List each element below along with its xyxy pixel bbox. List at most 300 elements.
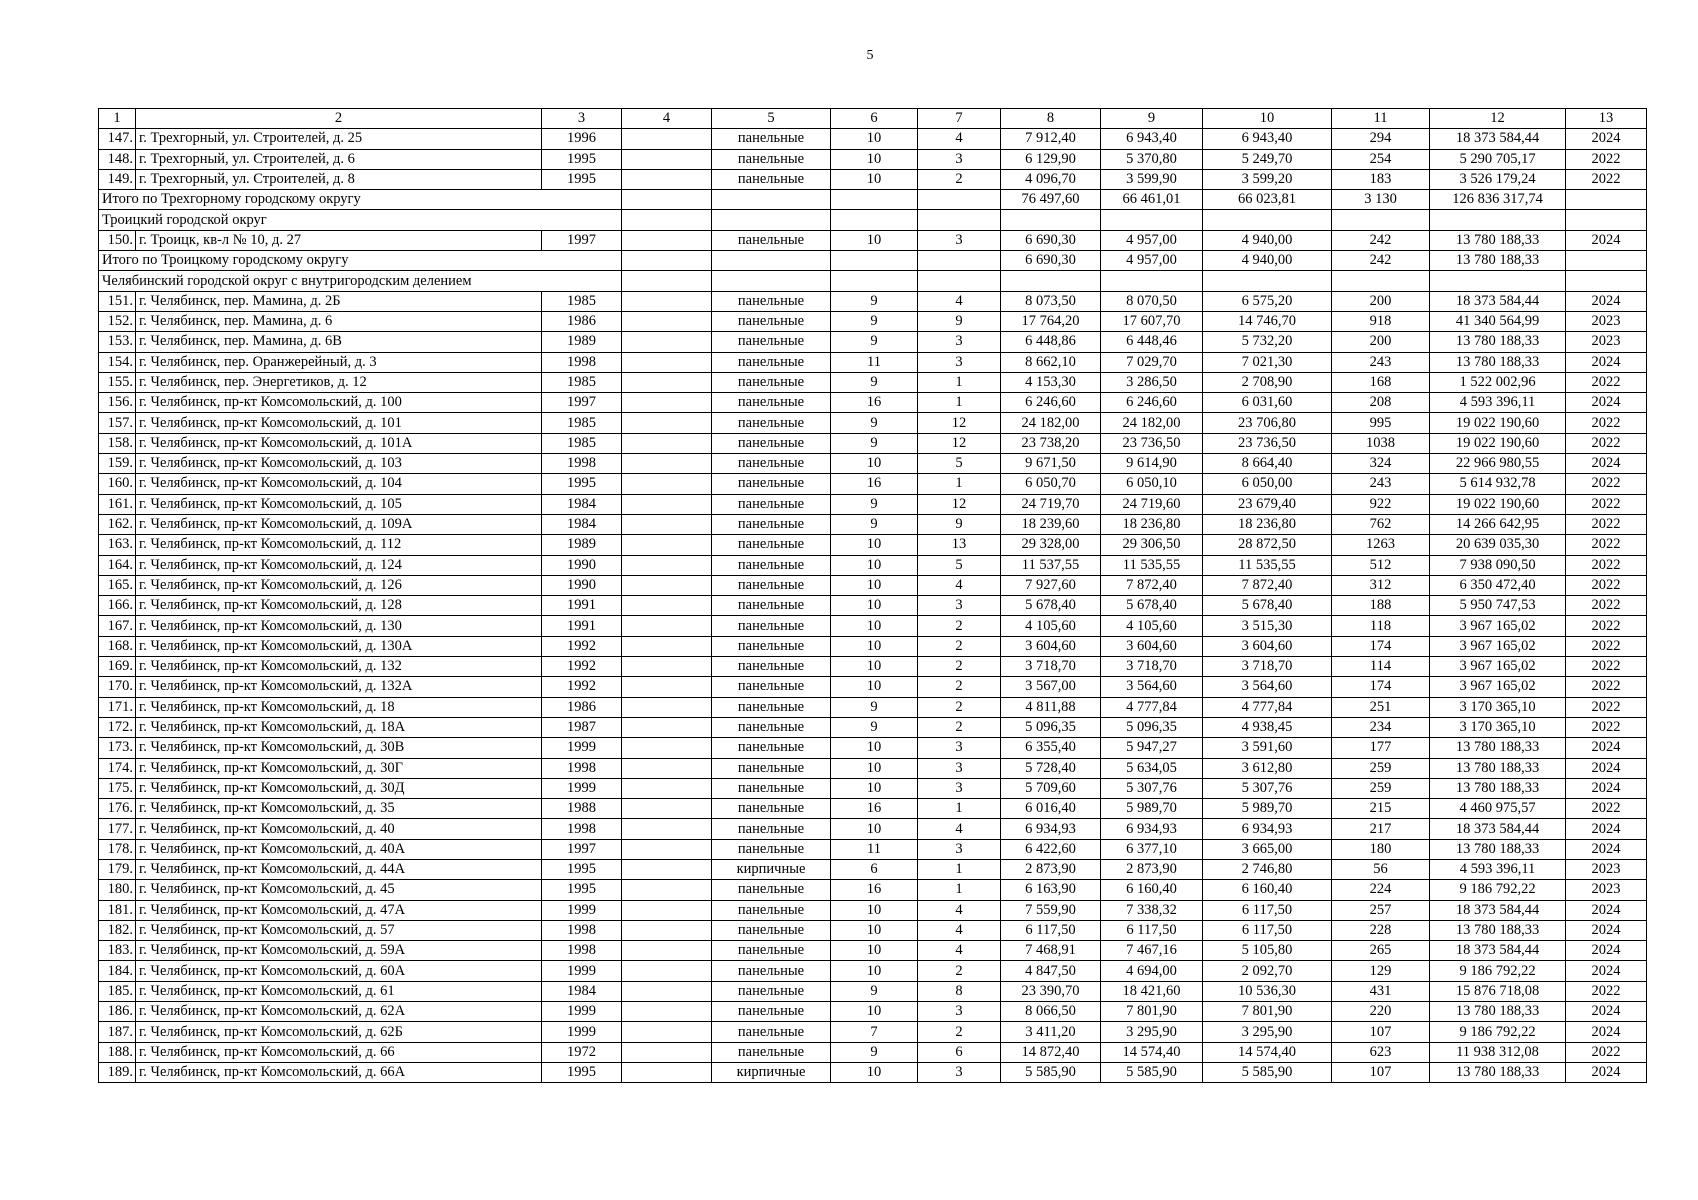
- column-9-cell: 6 448,46: [1101, 332, 1203, 352]
- table-row: [99, 129, 1647, 149]
- row-number-cell: 179.: [99, 859, 136, 879]
- wall-material-cell: панельные: [712, 535, 831, 555]
- address-cell: г. Челябинск, пр-кт Комсомольский, д. 40А: [136, 839, 542, 859]
- floors-cell: 10: [831, 596, 918, 616]
- wall-material-cell: панельные: [712, 230, 831, 250]
- column-4-cell: [622, 474, 712, 494]
- column-4-cell: [622, 129, 712, 149]
- column-11-cell: 220: [1332, 1002, 1430, 1022]
- column-header: 1: [99, 109, 136, 129]
- column-8-cell: 2 873,90: [1001, 859, 1101, 879]
- empty-cell: [1566, 210, 1647, 230]
- row-number-cell: 162.: [99, 514, 136, 534]
- column-10-cell: 6 031,60: [1203, 393, 1332, 413]
- plan-year-cell: 2022: [1566, 169, 1647, 189]
- wall-material-cell: панельные: [712, 697, 831, 717]
- floors-cell: 9: [831, 697, 918, 717]
- column-10-cell: 2 746,80: [1203, 859, 1332, 879]
- cost-cell: 13 780 188,33: [1430, 352, 1566, 372]
- row-number-cell: 188.: [99, 1042, 136, 1062]
- floors-cell: 9: [831, 1042, 918, 1062]
- entrances-cell: 3: [918, 738, 1001, 758]
- table-row: [99, 1062, 1647, 1082]
- column-4-cell: [622, 596, 712, 616]
- address-cell: г. Челябинск, пер. Мамина, д. 6В: [136, 332, 542, 352]
- wall-material-cell: панельные: [712, 616, 831, 636]
- address-cell: г. Челябинск, пр-кт Комсомольский, д. 109А: [136, 514, 542, 534]
- column-4-cell: [622, 454, 712, 474]
- column-11-cell: 242: [1332, 230, 1430, 250]
- wall-material-cell: кирпичные: [712, 1062, 831, 1082]
- column-header: 6: [831, 109, 918, 129]
- table-row: [99, 474, 1647, 494]
- table-row: [99, 494, 1647, 514]
- year-cell: 1984: [542, 514, 622, 534]
- column-11-cell: 228: [1332, 920, 1430, 940]
- column-11-cell: 180: [1332, 839, 1430, 859]
- column-11-cell: 174: [1332, 636, 1430, 656]
- column-11-cell: 1038: [1332, 433, 1430, 453]
- cost-cell: 11 938 312,08: [1430, 1042, 1566, 1062]
- table-row: [99, 514, 1647, 534]
- column-4-cell: [622, 839, 712, 859]
- column-4-cell: [622, 352, 712, 372]
- column-11-cell: 217: [1332, 819, 1430, 839]
- column-8-cell: 6 117,50: [1001, 920, 1101, 940]
- address-cell: г. Челябинск, пр-кт Комсомольский, д. 18: [136, 697, 542, 717]
- column-header: 9: [1101, 109, 1203, 129]
- wall-material-cell: панельные: [712, 1022, 831, 1042]
- entrances-cell: 2: [918, 636, 1001, 656]
- cost-cell: 126 836 317,74: [1430, 190, 1566, 210]
- floors-cell: 10: [831, 149, 918, 169]
- cost-cell: 3 967 165,02: [1430, 616, 1566, 636]
- plan-year-cell: 2024: [1566, 738, 1647, 758]
- year-cell: 1986: [542, 697, 622, 717]
- column-11-cell: 312: [1332, 575, 1430, 595]
- entrances-cell: 2: [918, 677, 1001, 697]
- floors-cell: 10: [831, 1062, 918, 1082]
- column-10-cell: 5 678,40: [1203, 596, 1332, 616]
- row-number-cell: 161.: [99, 494, 136, 514]
- floors-cell: 10: [831, 657, 918, 677]
- year-cell: 1985: [542, 372, 622, 392]
- plan-year-cell: [1566, 190, 1647, 210]
- floors-cell: 10: [831, 169, 918, 189]
- entrances-cell: 1: [918, 880, 1001, 900]
- address-cell: г. Челябинск, пр-кт Комсомольский, д. 101: [136, 413, 542, 433]
- column-4-cell: [622, 717, 712, 737]
- empty-cell: [622, 271, 712, 291]
- entrances-cell: 2: [918, 657, 1001, 677]
- table-row: [99, 636, 1647, 656]
- total-label: Итого по Трехгорному городскому округу: [99, 190, 622, 210]
- address-cell: г. Челябинск, пр-кт Комсомольский, д. 59А: [136, 941, 542, 961]
- entrances-cell: 12: [918, 433, 1001, 453]
- table-row: [99, 819, 1647, 839]
- table-row: [99, 433, 1647, 453]
- floors-cell: 10: [831, 961, 918, 981]
- floors-cell: 10: [831, 555, 918, 575]
- column-8-cell: 6 422,60: [1001, 839, 1101, 859]
- address-cell: г. Челябинск, пр-кт Комсомольский, д. 112: [136, 535, 542, 555]
- address-cell: г. Троицк, кв-л № 10, д. 27: [136, 230, 542, 250]
- column-4-cell: [622, 677, 712, 697]
- empty-cell: [1332, 271, 1430, 291]
- entrances-cell: 2: [918, 717, 1001, 737]
- column-11-cell: 200: [1332, 291, 1430, 311]
- column-11-cell: 324: [1332, 454, 1430, 474]
- column-10-cell: 6 575,20: [1203, 291, 1332, 311]
- column-10-cell: 3 599,20: [1203, 169, 1332, 189]
- column-8-cell: 11 537,55: [1001, 555, 1101, 575]
- entrances-cell: 4: [918, 129, 1001, 149]
- column-11-cell: 3 130: [1332, 190, 1430, 210]
- column-8-cell: 76 497,60: [1001, 190, 1101, 210]
- year-cell: 1998: [542, 819, 622, 839]
- column-11-cell: 243: [1332, 474, 1430, 494]
- cost-cell: 6 350 472,40: [1430, 575, 1566, 595]
- column-8-cell: 3 718,70: [1001, 657, 1101, 677]
- column-8-cell: 5 096,35: [1001, 717, 1101, 737]
- column-9-cell: 24 719,60: [1101, 494, 1203, 514]
- entrances-cell: 5: [918, 454, 1001, 474]
- column-10-cell: 11 535,55: [1203, 555, 1332, 575]
- column-10-cell: 6 160,40: [1203, 880, 1332, 900]
- column-8-cell: 3 567,00: [1001, 677, 1101, 697]
- column-11-cell: 242: [1332, 251, 1430, 271]
- column-8-cell: 6 246,60: [1001, 393, 1101, 413]
- entrances-cell: 4: [918, 941, 1001, 961]
- column-4-cell: [622, 555, 712, 575]
- address-cell: г. Челябинск, пр-кт Комсомольский, д. 66: [136, 1042, 542, 1062]
- column-10-cell: 10 536,30: [1203, 981, 1332, 1001]
- wall-material-cell: панельные: [712, 799, 831, 819]
- floors-cell: 10: [831, 677, 918, 697]
- wall-material-cell: панельные: [712, 129, 831, 149]
- cost-cell: 4 593 396,11: [1430, 393, 1566, 413]
- column-10-cell: 23 706,80: [1203, 413, 1332, 433]
- row-number-cell: 167.: [99, 616, 136, 636]
- floors-cell: 10: [831, 129, 918, 149]
- entrances-cell: 2: [918, 1022, 1001, 1042]
- column-11-cell: 188: [1332, 596, 1430, 616]
- floors-cell: 10: [831, 758, 918, 778]
- column-9-cell: 7 801,90: [1101, 1002, 1203, 1022]
- address-cell: г. Челябинск, пер. Энергетиков, д. 12: [136, 372, 542, 392]
- row-number-cell: 170.: [99, 677, 136, 697]
- empty-cell: [622, 251, 712, 271]
- column-9-cell: 7 872,40: [1101, 575, 1203, 595]
- row-number-cell: 148.: [99, 149, 136, 169]
- entrances-cell: 3: [918, 778, 1001, 798]
- address-cell: г. Трехгорный, ул. Строителей, д. 25: [136, 129, 542, 149]
- address-cell: г. Челябинск, пер. Мамина, д. 2Б: [136, 291, 542, 311]
- column-9-cell: 6 246,60: [1101, 393, 1203, 413]
- wall-material-cell: панельные: [712, 758, 831, 778]
- entrances-cell: 4: [918, 575, 1001, 595]
- column-9-cell: 18 421,60: [1101, 981, 1203, 1001]
- cost-cell: 19 022 190,60: [1430, 494, 1566, 514]
- column-4-cell: [622, 758, 712, 778]
- column-8-cell: 6 690,30: [1001, 251, 1101, 271]
- year-cell: 1986: [542, 311, 622, 331]
- table-row: [99, 535, 1647, 555]
- year-cell: 1998: [542, 920, 622, 940]
- column-9-cell: 5 307,76: [1101, 778, 1203, 798]
- column-4-cell: [622, 1022, 712, 1042]
- cost-cell: 19 022 190,60: [1430, 413, 1566, 433]
- cost-cell: 20 639 035,30: [1430, 535, 1566, 555]
- address-cell: г. Челябинск, пр-кт Комсомольский, д. 101А: [136, 433, 542, 453]
- column-9-cell: 3 286,50: [1101, 372, 1203, 392]
- column-9-cell: 3 599,90: [1101, 169, 1203, 189]
- empty-cell: [1203, 271, 1332, 291]
- empty-cell: [712, 210, 831, 230]
- row-number-cell: 155.: [99, 372, 136, 392]
- total-label: Итого по Троицкому городскому округу: [99, 251, 622, 271]
- column-11-cell: 257: [1332, 900, 1430, 920]
- row-number-cell: 158.: [99, 433, 136, 453]
- column-10-cell: 14 574,40: [1203, 1042, 1332, 1062]
- column-8-cell: 6 016,40: [1001, 799, 1101, 819]
- column-8-cell: 4 105,60: [1001, 616, 1101, 636]
- plan-year-cell: 2024: [1566, 1062, 1647, 1082]
- year-cell: 1999: [542, 738, 622, 758]
- row-number-cell: 180.: [99, 880, 136, 900]
- wall-material-cell: панельные: [712, 981, 831, 1001]
- plan-year-cell: 2022: [1566, 717, 1647, 737]
- table-row: [99, 291, 1647, 311]
- column-10-cell: 28 872,50: [1203, 535, 1332, 555]
- table-row: [99, 1002, 1647, 1022]
- wall-material-cell: панельные: [712, 372, 831, 392]
- column-4-cell: [622, 575, 712, 595]
- plan-year-cell: [1566, 251, 1647, 271]
- entrances-cell: 4: [918, 819, 1001, 839]
- column-10-cell: 7 801,90: [1203, 1002, 1332, 1022]
- row-number-cell: 187.: [99, 1022, 136, 1042]
- plan-year-cell: 2024: [1566, 920, 1647, 940]
- year-cell: 1995: [542, 149, 622, 169]
- row-number-cell: 153.: [99, 332, 136, 352]
- row-number-cell: 165.: [99, 575, 136, 595]
- column-8-cell: 4 096,70: [1001, 169, 1101, 189]
- plan-year-cell: 2024: [1566, 393, 1647, 413]
- total-row: [99, 190, 1647, 210]
- cost-cell: 15 876 718,08: [1430, 981, 1566, 1001]
- table-row: [99, 657, 1647, 677]
- column-10-cell: 5 989,70: [1203, 799, 1332, 819]
- column-10-cell: 7 872,40: [1203, 575, 1332, 595]
- address-cell: г. Челябинск, пр-кт Комсомольский, д. 132: [136, 657, 542, 677]
- entrances-cell: 3: [918, 758, 1001, 778]
- column-11-cell: 129: [1332, 961, 1430, 981]
- column-4-cell: [622, 961, 712, 981]
- cost-cell: 3 526 179,24: [1430, 169, 1566, 189]
- row-number-cell: 177.: [99, 819, 136, 839]
- address-cell: г. Челябинск, пер. Мамина, д. 6: [136, 311, 542, 331]
- floors-cell: 9: [831, 981, 918, 1001]
- table-row: [99, 555, 1647, 575]
- year-cell: 1984: [542, 494, 622, 514]
- year-cell: 1991: [542, 596, 622, 616]
- plan-year-cell: 2024: [1566, 941, 1647, 961]
- page-number: 5: [866, 48, 874, 63]
- column-header: 3: [542, 109, 622, 129]
- empty-cell: [712, 271, 831, 291]
- column-4-cell: [622, 1042, 712, 1062]
- column-9-cell: 7 029,70: [1101, 352, 1203, 372]
- table-row: [99, 677, 1647, 697]
- column-9-cell: 6 050,10: [1101, 474, 1203, 494]
- cost-cell: 13 780 188,33: [1430, 251, 1566, 271]
- column-9-cell: 29 306,50: [1101, 535, 1203, 555]
- column-10-cell: 18 236,80: [1203, 514, 1332, 534]
- floors-cell: 10: [831, 819, 918, 839]
- entrances-cell: 1: [918, 393, 1001, 413]
- column-10-cell: 4 940,00: [1203, 251, 1332, 271]
- cost-cell: 9 186 792,22: [1430, 880, 1566, 900]
- table-row: [99, 839, 1647, 859]
- cost-cell: 4 460 975,57: [1430, 799, 1566, 819]
- address-cell: г. Челябинск, пр-кт Комсомольский, д. 60А: [136, 961, 542, 981]
- cost-cell: 14 266 642,95: [1430, 514, 1566, 534]
- section-row: [99, 271, 1647, 291]
- column-9-cell: 11 535,55: [1101, 555, 1203, 575]
- column-header: 10: [1203, 109, 1332, 129]
- entrances-cell: 3: [918, 596, 1001, 616]
- row-number-cell: 183.: [99, 941, 136, 961]
- column-8-cell: 17 764,20: [1001, 311, 1101, 331]
- address-cell: г. Челябинск, пр-кт Комсомольский, д. 105: [136, 494, 542, 514]
- column-header: 7: [918, 109, 1001, 129]
- column-8-cell: 9 671,50: [1001, 454, 1101, 474]
- plan-year-cell: 2022: [1566, 677, 1647, 697]
- wall-material-cell: панельные: [712, 778, 831, 798]
- column-8-cell: 6 129,90: [1001, 149, 1101, 169]
- row-number-cell: 181.: [99, 900, 136, 920]
- cost-cell: 13 780 188,33: [1430, 332, 1566, 352]
- entrances-cell: 9: [918, 311, 1001, 331]
- column-9-cell: 9 614,90: [1101, 454, 1203, 474]
- row-number-cell: 186.: [99, 1002, 136, 1022]
- column-10-cell: 7 021,30: [1203, 352, 1332, 372]
- year-cell: 1996: [542, 129, 622, 149]
- plan-year-cell: 2022: [1566, 555, 1647, 575]
- row-number-cell: 184.: [99, 961, 136, 981]
- empty-cell: [1101, 210, 1203, 230]
- entrances-cell: 3: [918, 149, 1001, 169]
- plan-year-cell: 2024: [1566, 352, 1647, 372]
- wall-material-cell: панельные: [712, 1042, 831, 1062]
- column-8-cell: 6 448,86: [1001, 332, 1101, 352]
- column-10-cell: 4 777,84: [1203, 697, 1332, 717]
- year-cell: 1991: [542, 616, 622, 636]
- column-8-cell: 23 390,70: [1001, 981, 1101, 1001]
- empty-cell: [712, 190, 831, 210]
- column-8-cell: 24 182,00: [1001, 413, 1101, 433]
- wall-material-cell: панельные: [712, 941, 831, 961]
- column-9-cell: 5 634,05: [1101, 758, 1203, 778]
- floors-cell: 16: [831, 393, 918, 413]
- plan-year-cell: 2024: [1566, 961, 1647, 981]
- plan-year-cell: 2024: [1566, 129, 1647, 149]
- row-number-cell: 157.: [99, 413, 136, 433]
- wall-material-cell: панельные: [712, 880, 831, 900]
- column-11-cell: 251: [1332, 697, 1430, 717]
- column-10-cell: 5 249,70: [1203, 149, 1332, 169]
- year-cell: 1999: [542, 961, 622, 981]
- address-cell: г. Челябинск, пр-кт Комсомольский, д. 128: [136, 596, 542, 616]
- table-row: [99, 149, 1647, 169]
- column-11-cell: 224: [1332, 880, 1430, 900]
- table-row: [99, 169, 1647, 189]
- floors-cell: 16: [831, 474, 918, 494]
- entrances-cell: 1: [918, 799, 1001, 819]
- table-row: [99, 900, 1647, 920]
- column-8-cell: 6 163,90: [1001, 880, 1101, 900]
- address-cell: г. Челябинск, пр-кт Комсомольский, д. 62Б: [136, 1022, 542, 1042]
- wall-material-cell: панельные: [712, 575, 831, 595]
- column-9-cell: 7 467,16: [1101, 941, 1203, 961]
- column-8-cell: 24 719,70: [1001, 494, 1101, 514]
- year-cell: 1987: [542, 717, 622, 737]
- year-cell: 1999: [542, 778, 622, 798]
- column-4-cell: [622, 981, 712, 1001]
- plan-year-cell: 2024: [1566, 778, 1647, 798]
- year-cell: 1972: [542, 1042, 622, 1062]
- cost-cell: 18 373 584,44: [1430, 900, 1566, 920]
- cost-cell: 5 614 932,78: [1430, 474, 1566, 494]
- column-11-cell: 294: [1332, 129, 1430, 149]
- column-8-cell: 5 678,40: [1001, 596, 1101, 616]
- floors-cell: 7: [831, 1022, 918, 1042]
- year-cell: 1997: [542, 230, 622, 250]
- table-row: [99, 778, 1647, 798]
- floors-cell: 9: [831, 332, 918, 352]
- column-11-cell: 107: [1332, 1062, 1430, 1082]
- table-row: [99, 413, 1647, 433]
- row-number-cell: 156.: [99, 393, 136, 413]
- entrances-cell: 1: [918, 474, 1001, 494]
- floors-cell: 9: [831, 372, 918, 392]
- year-cell: 1995: [542, 880, 622, 900]
- plan-year-cell: 2022: [1566, 981, 1647, 1001]
- cost-cell: 13 780 188,33: [1430, 1062, 1566, 1082]
- column-8-cell: 6 690,30: [1001, 230, 1101, 250]
- cost-cell: 41 340 564,99: [1430, 311, 1566, 331]
- column-11-cell: 183: [1332, 169, 1430, 189]
- entrances-cell: 4: [918, 920, 1001, 940]
- empty-cell: [831, 210, 918, 230]
- column-11-cell: 208: [1332, 393, 1430, 413]
- plan-year-cell: 2022: [1566, 657, 1647, 677]
- address-cell: г. Челябинск, пр-кт Комсомольский, д. 126: [136, 575, 542, 595]
- table-row: [99, 454, 1647, 474]
- column-9-cell: 5 947,27: [1101, 738, 1203, 758]
- entrances-cell: 8: [918, 981, 1001, 1001]
- plan-year-cell: 2023: [1566, 859, 1647, 879]
- year-cell: 1992: [542, 677, 622, 697]
- column-8-cell: 6 355,40: [1001, 738, 1101, 758]
- column-9-cell: 3 718,70: [1101, 657, 1203, 677]
- floors-cell: 10: [831, 900, 918, 920]
- table-row: [99, 738, 1647, 758]
- column-11-cell: 118: [1332, 616, 1430, 636]
- column-4-cell: [622, 799, 712, 819]
- row-number-cell: 185.: [99, 981, 136, 1001]
